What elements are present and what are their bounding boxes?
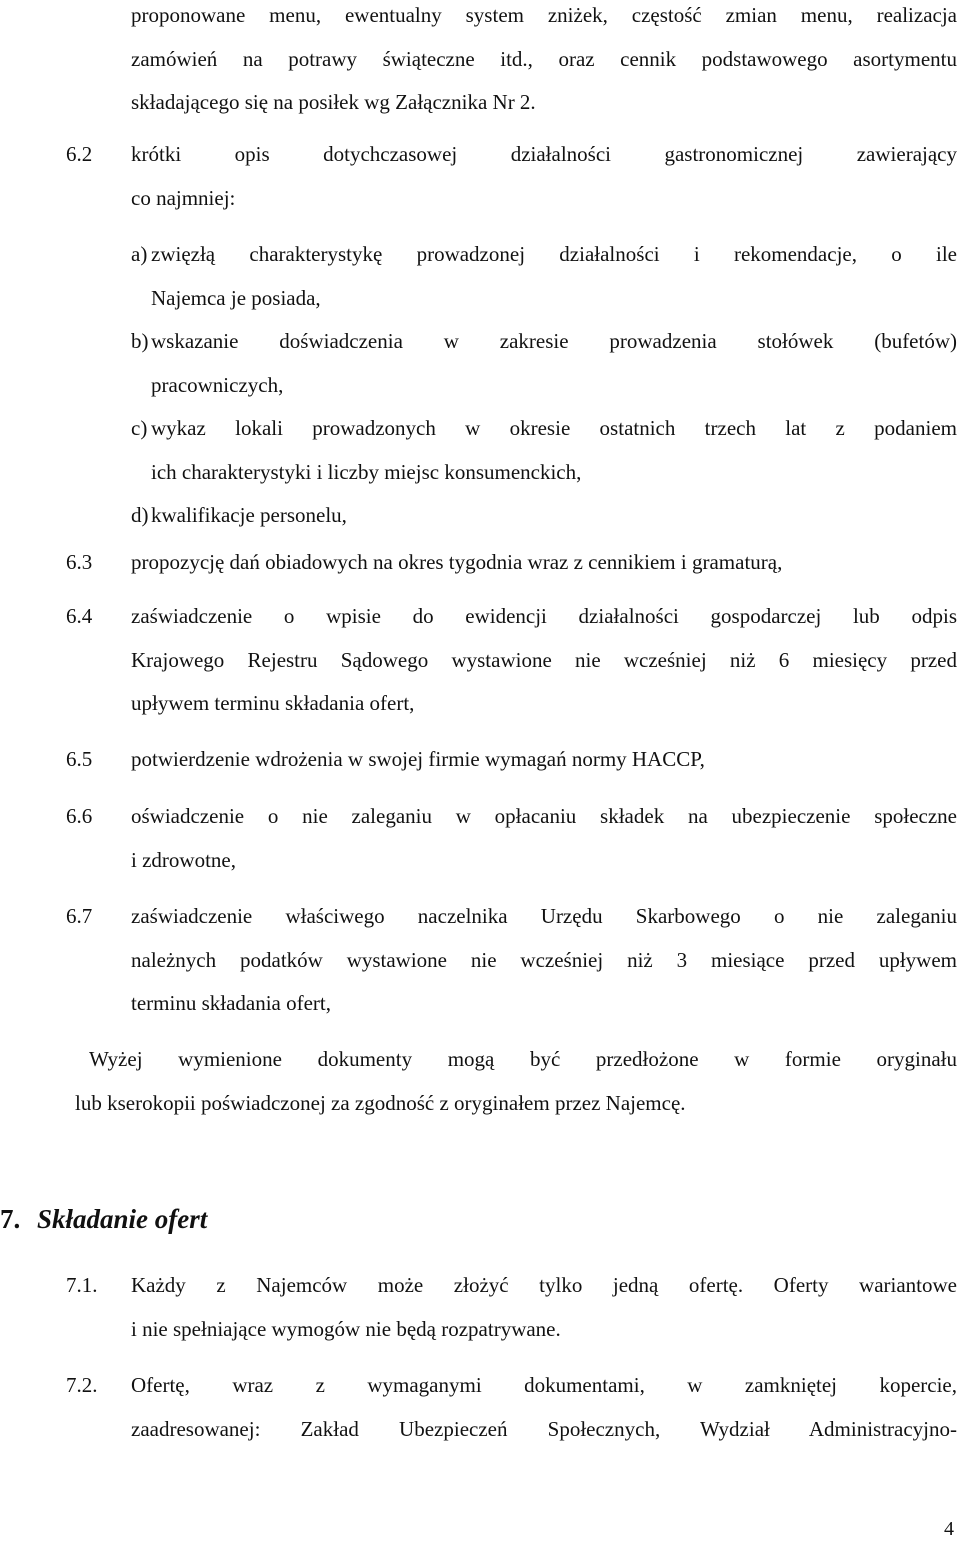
subitem-label: b) xyxy=(131,329,149,353)
text-line: kwalifikacje personelu, xyxy=(151,503,347,527)
subitem-label: c) xyxy=(131,416,148,440)
text-line: Najemca je posiada, xyxy=(151,285,321,310)
text-line: należnych podatków wystawione nie wcześniej niż 3 miesiące przed upływem xyxy=(131,947,957,972)
text-line: zwięzłą charakterystykę prowadzonej działalności i rekomendacje, o ile xyxy=(151,242,957,266)
item-6-7 xyxy=(131,895,957,1026)
item-6-4 xyxy=(131,595,957,726)
note-line-2 xyxy=(75,1082,957,1126)
subitem-label: a) xyxy=(131,242,148,266)
item-6-3 xyxy=(131,541,957,585)
text-line: zaświadczenie o wpisie do ewidencji działalności gospodarczej lub odpis xyxy=(131,604,957,628)
item-number: 7.1. xyxy=(66,1273,98,1297)
text-line: i zdrowotne, xyxy=(131,847,236,872)
text-line: lub kserokopii poświadczonej za zgodność z oryginałem przez Najemcę. xyxy=(75,1091,686,1115)
text-line: Każdy z Najemców może złożyć tylko jedną ofertę. Oferty wariantowe xyxy=(131,1273,957,1297)
section-heading xyxy=(0,1197,207,1241)
text-line: co najmniej: xyxy=(131,185,236,210)
text-line: zamówień na potrawy świąteczne itd., oraz cennik podstawowego asortymentu xyxy=(131,46,957,71)
item-number: 7.2. xyxy=(66,1373,98,1397)
item-6-5 xyxy=(131,738,957,782)
text-line: propozycję dań obiadowych na okres tygodnia wraz z cennikiem i gramaturą, xyxy=(131,550,783,574)
text-line: Wyżej wymienione dokumenty mogą być przedłożone w formie oryginału xyxy=(89,1047,957,1071)
note-line-1 xyxy=(89,1038,957,1082)
item-number: 6.5 xyxy=(66,747,93,771)
text-line: ich charakterystyki i liczby miejsc konsumenckich, xyxy=(151,459,582,484)
text-line: proponowane menu, ewentualny system zniżek, częstość zmian menu, realizacja xyxy=(131,3,957,27)
item-number: 6.4 xyxy=(66,604,93,628)
item-7-2 xyxy=(131,1364,957,1451)
item-6-6 xyxy=(131,795,957,882)
subitem-c xyxy=(151,407,957,494)
text-line: krótki opis dotychczasowej działalności gastronomicznej zawierający xyxy=(131,142,957,166)
subitem-label: d) xyxy=(131,503,149,527)
text-line: upływem terminu składania ofert, xyxy=(131,691,415,715)
item-6-2 xyxy=(131,133,957,220)
item-number: 6.6 xyxy=(66,804,93,828)
subitem-a xyxy=(151,233,957,320)
text-line: zaświadczenie właściwego naczelnika Urzędu Skarbowego o nie zaleganiu xyxy=(131,904,957,928)
text-line: wskazanie doświadczenia w zakresie prowadzenia stołówek (bufetów) xyxy=(151,329,957,353)
text-line: oświadczenie o nie zaleganiu w opłacaniu składek na ubezpieczenie społeczne xyxy=(131,804,957,828)
section-title: Składanie ofert xyxy=(37,1204,208,1234)
item-7-1 xyxy=(131,1264,957,1351)
text-line: Krajowego Rejestru Sądowego wystawione nie wcześniej niż 6 miesięcy przed xyxy=(131,647,957,672)
page-number: 4 xyxy=(944,1518,954,1540)
section-number: 7. xyxy=(0,1204,21,1234)
item-number: 6.2 xyxy=(66,142,93,166)
text-line: terminu składania ofert, xyxy=(131,991,332,1015)
subitem-b xyxy=(151,320,957,407)
item-number: 6.3 xyxy=(66,550,93,574)
text-line: i nie spełniające wymogów nie będą rozpatrywane. xyxy=(131,1316,561,1341)
text-line: składającego się na posiłek wg Załącznika Nr 2. xyxy=(131,90,536,114)
intro-paragraph xyxy=(131,0,957,125)
item-number: 6.7 xyxy=(66,904,93,928)
text-line: Ofertę, wraz z wymaganymi dokumentami, w zamkniętej kopercie, xyxy=(131,1373,957,1397)
text-line: wykaz lokali prowadzonych w okresie ostatnich trzech lat z podaniem xyxy=(151,416,957,440)
text-line: pracowniczych, xyxy=(151,372,284,397)
text-line: potwierdzenie wdrożenia w swojej firmie wymagań normy HACCP, xyxy=(131,747,705,771)
text-line: zaadresowanej: Zakład Ubezpieczeń Społecznych, Wydział Administracyjno- xyxy=(131,1416,957,1441)
subitem-d xyxy=(151,494,957,538)
